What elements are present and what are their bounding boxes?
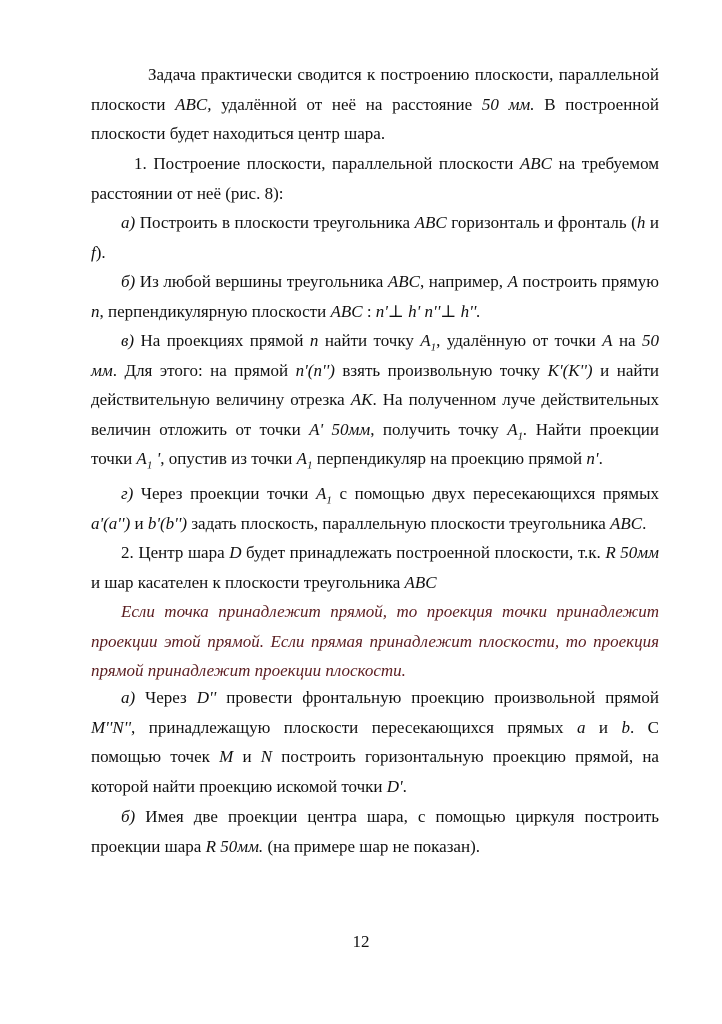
text-segment: На проекциях прямой [134, 331, 310, 350]
text-segment: и [645, 213, 659, 232]
text-segment: R 50мм [605, 543, 659, 562]
text-segment: . [523, 419, 528, 439]
text-segment: провести фронтальную проекцию произвольной прямой [216, 688, 660, 707]
text-segment: (на примере шар не показан). [263, 836, 480, 856]
text-segment: , например, [419, 272, 508, 291]
text-segment: , получить точку [370, 419, 508, 439]
paragraph-step-1g [91, 479, 659, 538]
text-segment: R 50мм. [205, 836, 264, 856]
text-segment: на [612, 331, 642, 350]
text-segment: a [576, 717, 586, 737]
text-segment: будет принадлежать построенной плоскости, т.к. [241, 543, 606, 562]
text-segment: и найти действительную величину отрезка [91, 360, 659, 409]
text-segment: ABC, [175, 94, 212, 114]
text-segment: A [296, 449, 308, 468]
text-segment: ABC [610, 513, 643, 533]
text-segment: n [91, 301, 100, 321]
text-segment: A [315, 484, 327, 503]
text-segment: ABC [414, 213, 447, 232]
text-segment: A [136, 449, 147, 468]
text-segment: D'' [196, 688, 217, 707]
text-segment: ABC [519, 154, 553, 173]
text-segment: M [219, 747, 234, 766]
text-segment: Через [135, 688, 197, 707]
text-segment: 1 [430, 341, 437, 354]
text-segment: N [260, 747, 273, 766]
text-segment: б) [121, 272, 136, 291]
text-segment: а) [121, 213, 136, 232]
text-segment: и шар касателен к плоскости треугольника [91, 572, 405, 592]
text-segment: : [362, 301, 376, 321]
text-segment: f [91, 242, 96, 262]
paragraph-step-1 [91, 149, 659, 208]
text-segment: ABC [404, 572, 437, 592]
text-segment: Задача практически сводится к построению плоскости, параллельной плоскости [91, 65, 659, 114]
text-segment: ' [152, 449, 161, 468]
paragraph-step-2a [91, 683, 659, 801]
text-segment: Через проекции точки [133, 484, 316, 503]
text-segment: , опустив из точки [160, 449, 297, 468]
text-segment: 50 мм. [481, 94, 535, 114]
paragraph-step-1b [91, 267, 659, 326]
text-segment: D [229, 543, 242, 562]
text-segment: горизонталь и фронталь ( [446, 213, 637, 232]
text-segment: задать плоскость, параллельную плоскости треугольника [187, 513, 611, 533]
text-segment: а) [121, 688, 136, 707]
text-segment: A [602, 331, 613, 350]
text-segment: В построенной плоскости будет находиться центр шара. [91, 94, 659, 143]
text-segment: AK [350, 390, 373, 409]
paragraph-intro [91, 60, 659, 149]
text-segment: удалённой от неё на расстояние [211, 94, 482, 114]
paragraph-step-1v [91, 326, 659, 474]
text-segment: . Для этого: на прямой [112, 360, 296, 380]
text-segment: взять произвольную точку [334, 360, 548, 380]
text-segment: b [621, 717, 630, 737]
text-segment: найти точку [318, 331, 421, 350]
paragraph-step-2 [91, 538, 659, 597]
page-number: 12 [352, 932, 370, 951]
text-segment: и [233, 747, 261, 766]
text-segment: перпендикуляр на проекцию прямой [312, 449, 587, 468]
text-segment: ABC [387, 272, 420, 291]
text-segment: n' [586, 449, 599, 468]
paragraph-step-2b [91, 802, 659, 861]
text-segment: 50 мм [91, 331, 659, 380]
text-segment: 1 [326, 494, 332, 507]
text-segment: Имея две проекции центра шара, с помощью циркуля построить проекции шара [91, 807, 659, 856]
text-segment: с помощью двух пересекающихся прямых [331, 484, 659, 503]
text-segment: M''N'' [91, 717, 132, 737]
text-segment: n'⊥ h' n''⊥ h''. [375, 301, 481, 321]
text-segment: b'(b'') [147, 513, 188, 533]
text-segment: K'(K'') [547, 360, 593, 380]
text-segment: ). [95, 242, 106, 262]
text-segment: Из любой вершины треугольника [135, 272, 388, 291]
text-segment: 1. Построение плоскости, параллельной плоскости [134, 154, 520, 173]
text-segment: 1 [146, 459, 153, 472]
text-segment: Построить в плоскости треугольника [135, 213, 415, 232]
text-segment: . [402, 776, 407, 796]
text-segment: и [130, 513, 148, 533]
text-segment: D' [386, 776, 403, 796]
text-segment: A' 50мм [309, 419, 371, 439]
text-segment: 1 [517, 429, 524, 442]
text-segment: г) [121, 484, 134, 503]
text-segment: A [420, 331, 431, 350]
text-segment: Найти проекции точки [91, 419, 659, 468]
text-segment: Если точка принадлежит прямой, то проекция точки принадлежит проекции этой прямой. Если прямая принадлежит плоскости, то проекция прямой принадлежит проекции плоскости. [91, 602, 659, 680]
text-segment: , удалённую от точки [436, 331, 603, 350]
text-segment: n [309, 331, 319, 350]
text-segment: 1 [307, 459, 313, 472]
text-segment: . [598, 449, 603, 468]
paragraph-rule [91, 597, 659, 686]
text-segment: A [507, 272, 518, 291]
text-segment: , принадлежащую плоскости пересекающихся прямых [131, 717, 577, 737]
text-segment: . С помощью точек [91, 717, 659, 766]
text-segment: h [636, 213, 646, 232]
text-segment: n'(n'') [295, 360, 335, 380]
text-segment: построить горизонтальную проекцию прямой, на которой найти проекцию искомой точки [91, 747, 659, 796]
text-segment: . На полученном луче действительных величин отложить от точки [91, 390, 659, 439]
paragraph-step-1a [91, 208, 659, 267]
text-segment: в) [121, 331, 135, 350]
text-segment: ABC [330, 301, 363, 321]
text-segment: построить прямую [517, 272, 660, 291]
text-segment: a'(a'') [91, 513, 131, 533]
text-segment: , перпендикулярную плоскости [99, 301, 331, 321]
text-segment: на требуемом расстоянии от неё (рис. 8): [91, 154, 659, 203]
text-segment: и [585, 717, 622, 737]
text-segment: 2. Центр шара [121, 543, 230, 562]
text-segment: б) [121, 807, 136, 826]
text-segment: . [642, 513, 647, 533]
text-segment: A [507, 419, 518, 439]
